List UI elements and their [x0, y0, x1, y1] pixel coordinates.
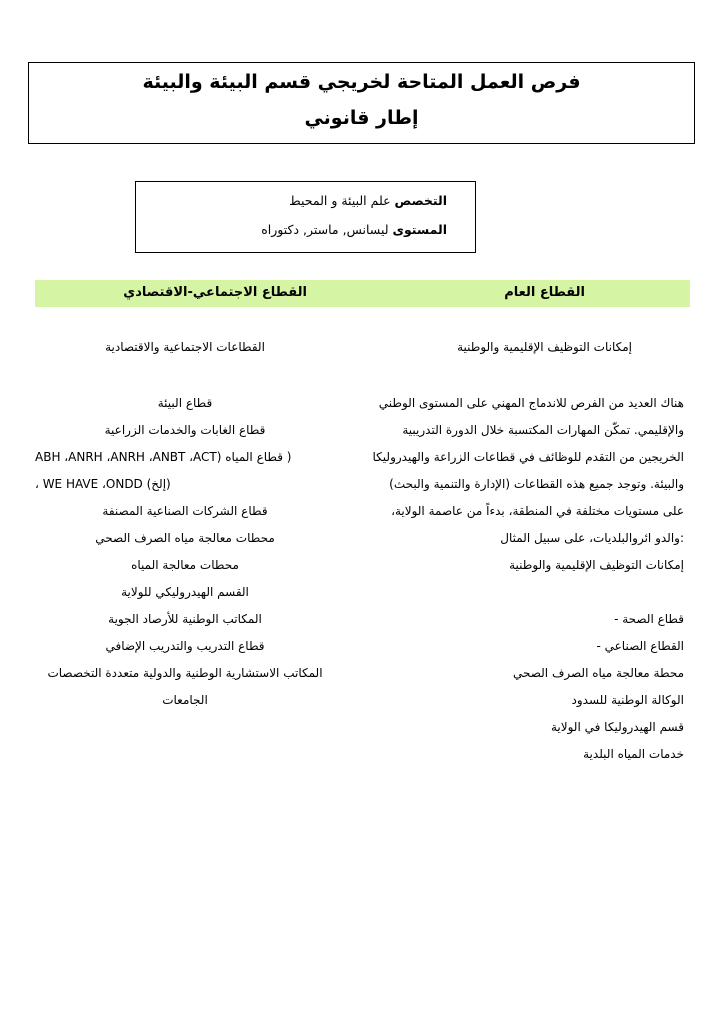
public-list-item: قطاع الصحة - [614, 612, 684, 626]
socio-list-item: ABH ،ANRH ،ANRH ،ANBT ،ACT) قطاع المياه ) [35, 450, 292, 464]
public-paragraph-line: الخريجين من التقدم للوظائف في قطاعات الزراعة والهيدروليكا [372, 450, 684, 464]
socio-list-item: محطات معالجة مياه الصرف الصحي [95, 531, 275, 545]
public-list-item: محطة معالجة مياه الصرف الصحي [512, 666, 684, 680]
public-list-item: خدمات المياه البلدية [583, 747, 684, 761]
socio-list-item: المكاتب الاستشارية الوطنية والدولية متعددة التخصصات [47, 666, 323, 680]
public-sector-heading: القطاع العام [504, 285, 585, 300]
specialty-row [289, 193, 447, 208]
public-column-heading: إمكانات التوظيف الإقليمية والوطنية [457, 340, 632, 354]
socio-list-item: القسم الهيدروليكي للولاية [121, 585, 249, 599]
socio-list-item: قطاع التدريب والتدريب الإضافي [105, 639, 265, 653]
title-box [28, 62, 695, 144]
socio-list-item: ، WE HAVE ،ONDD (إلخ) [35, 477, 171, 491]
socio-list-item: قطاع الشركات الصناعية المصنفة [102, 504, 268, 518]
level-value: ليسانس, ماستر, دكتوراه [261, 222, 389, 237]
public-paragraph-line: إمكانات التوظيف الإقليمية والوطنية [509, 558, 684, 572]
public-paragraph-line: والبيئة. وتوجد جميع هذه القطاعات (الإدارة والتنمية والبحث) [389, 477, 684, 491]
page-title: فرص العمل المتاحة لخريجي قسم البيئة والبيئة [142, 71, 581, 93]
page-subtitle: إطار قانوني [304, 107, 419, 129]
socio-list-item: المكاتب الوطنية للأرصاد الجوية [108, 612, 262, 626]
specialty-value: علم البيئة و المحيط [289, 193, 391, 208]
public-paragraph-line: والإقليمي. تمكّن المهارات المكتسبة خلال الدورة التدريبية [402, 423, 684, 437]
level-label: المستوى [392, 222, 447, 237]
public-list-item: الوكالة الوطنية للسدود [571, 693, 684, 707]
socio-economic-sector-heading: القطاع الاجتماعي-الاقتصادي [123, 285, 307, 300]
socio-list-item: قطاع البيئة [157, 396, 213, 410]
public-paragraph-line: على مستويات مختلفة في المنطقة، بدءاً من عاصمة الولاية، [391, 504, 684, 518]
public-paragraph-line: هناك العديد من الفرص للاندماج المهني على المستوى الوطني [378, 396, 684, 410]
socio-column-heading: القطاعات الاجتماعية والاقتصادية [105, 340, 265, 354]
info-box [135, 181, 476, 253]
public-paragraph-line: :والدو ائروالبلديات، على سبيل المثال [500, 531, 684, 545]
level-row [261, 222, 447, 237]
specialty-label: التخصص [394, 193, 447, 208]
socio-list-item: قطاع الغابات والخدمات الزراعية [104, 423, 266, 437]
socio-list-item: الجامعات [162, 693, 208, 707]
socio-list-item: محطات معالجة المياه [131, 558, 239, 572]
public-list-item: قسم الهيدروليكا في الولاية [550, 720, 684, 734]
sector-header-band [35, 280, 690, 307]
public-list-item: القطاع الصناعي - [596, 639, 684, 653]
